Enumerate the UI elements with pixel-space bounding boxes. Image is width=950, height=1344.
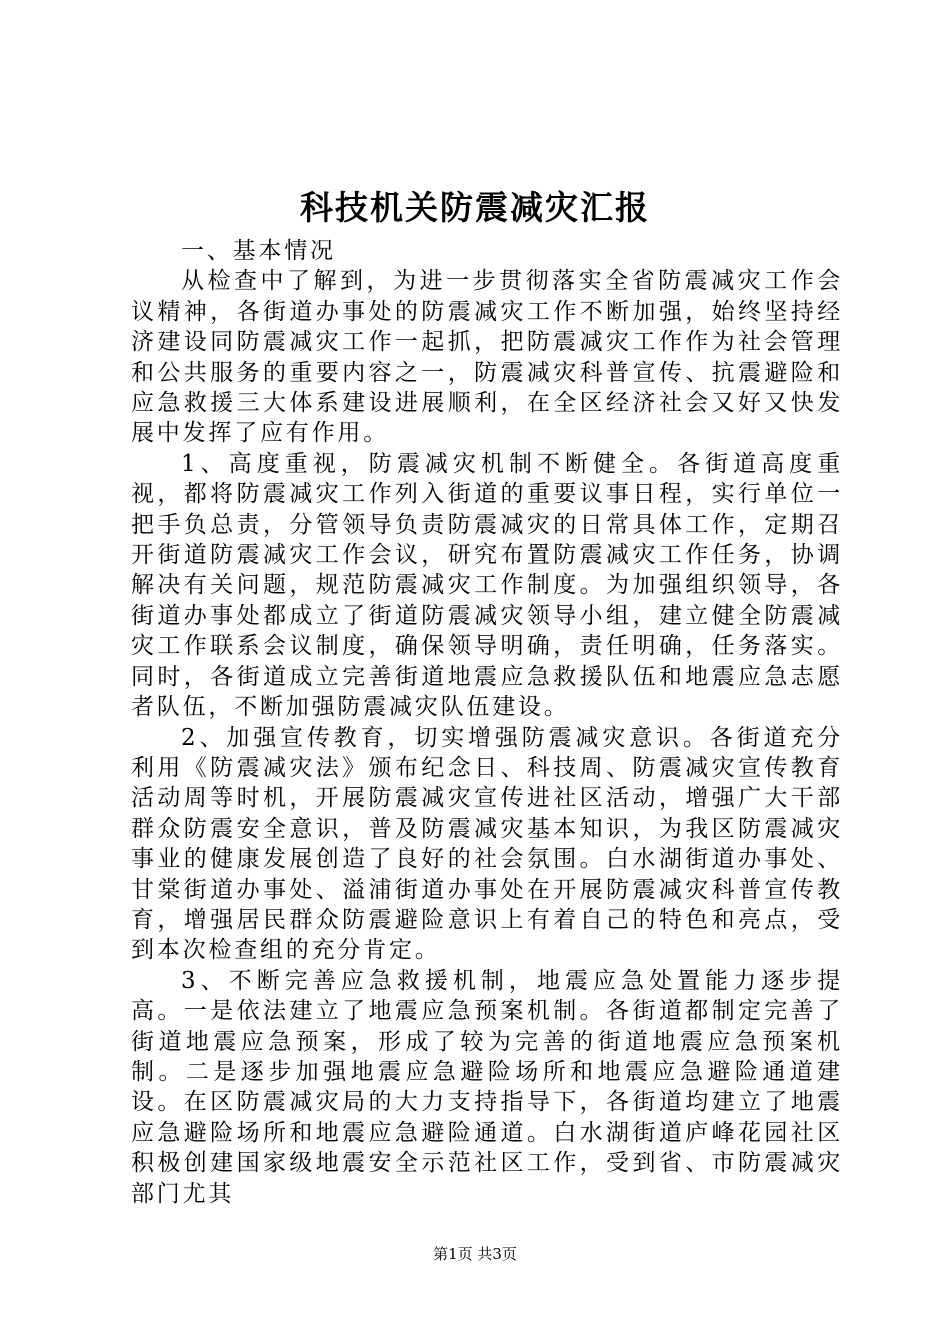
paragraph-item-1: 1、高度重视，防震减灾机制不断健全。各街道高度重视，都将防震减灾工作列入街道的重要议事日程，实行单位一把手负总责，分管领导负责防震减灾的日常具体工作，定期召开街道防震减灾工作会议，研究布置防震减灾工作任务，协调解决有关问题，规范防震减灾工作制度。为加强组织领导，各街道办事处都成立了街道防震减灾领导小组，建立健全防震减灾工作联系会议制度，确保领导明确，责任明确，任务落实。同时，各街道成立完善街道地震应急救援队伍和地震应急志愿者队伍，不断加强防震减灾队伍建设。 — [131, 450, 843, 721]
document-title: 科技机关防震减灾汇报 — [300, 188, 650, 227]
paragraph-item-3: 3、不断完善应急救援机制，地震应急处置能力逐步提高。一是依法建立了地震应急预案机制。各街道都制定完善了街道地震应急预案，形成了较为完善的街道地震应急预案机制。二是逐步加强地震应急避险场所和地震应急避险通道建设。在区防震减灾局的大力支持指导下，各街道均建立了地震应急避险场所和地震应急避险通道。白水湖街道庐峰花园社区积极创建国家级地震安全示范社区工作，受到省、市防震减灾部门尤其 — [131, 967, 843, 1207]
paragraph-overview: 从检查中了解到，为进一步贯彻落实全省防震减灾工作会议精神，各街道办事处的防震减灾工作不断加强，始终坚持经济建设同防震减灾工作一起抓，把防震减灾工作作为社会管理和公共服务的重要内容之一，防震减灾科普宣传、抗震避险和应急救援三大体系建设进展顺利，在全区经济社会又好又快发展中发挥了应有作用。 — [131, 268, 843, 447]
document-body — [131, 236, 843, 1209]
section-heading: 一、基本情况 — [181, 238, 336, 264]
paragraph-item-2: 2、加强宣传教育，切实增强防震减灾意识。各街道充分利用《防震减灾法》颁布纪念日、科技周、防震减灾宣传教育活动周等时机，开展防震减灾宣传进社区活动，增强广大干部群众防震安全意识，普及防震减灾基本知识，为我区防震减灾事业的健康发展创造了良好的社会氛围。白水湖街道办事处、甘棠街道办事处、溢浦街道办事处在开展防震减灾科普宣传教育，增强居民群众防震避险意识上有着自己的特色和亮点，受到本次检查组的充分肯定。 — [131, 724, 843, 964]
page-footer: 第1页 共3页 — [433, 1245, 517, 1263]
